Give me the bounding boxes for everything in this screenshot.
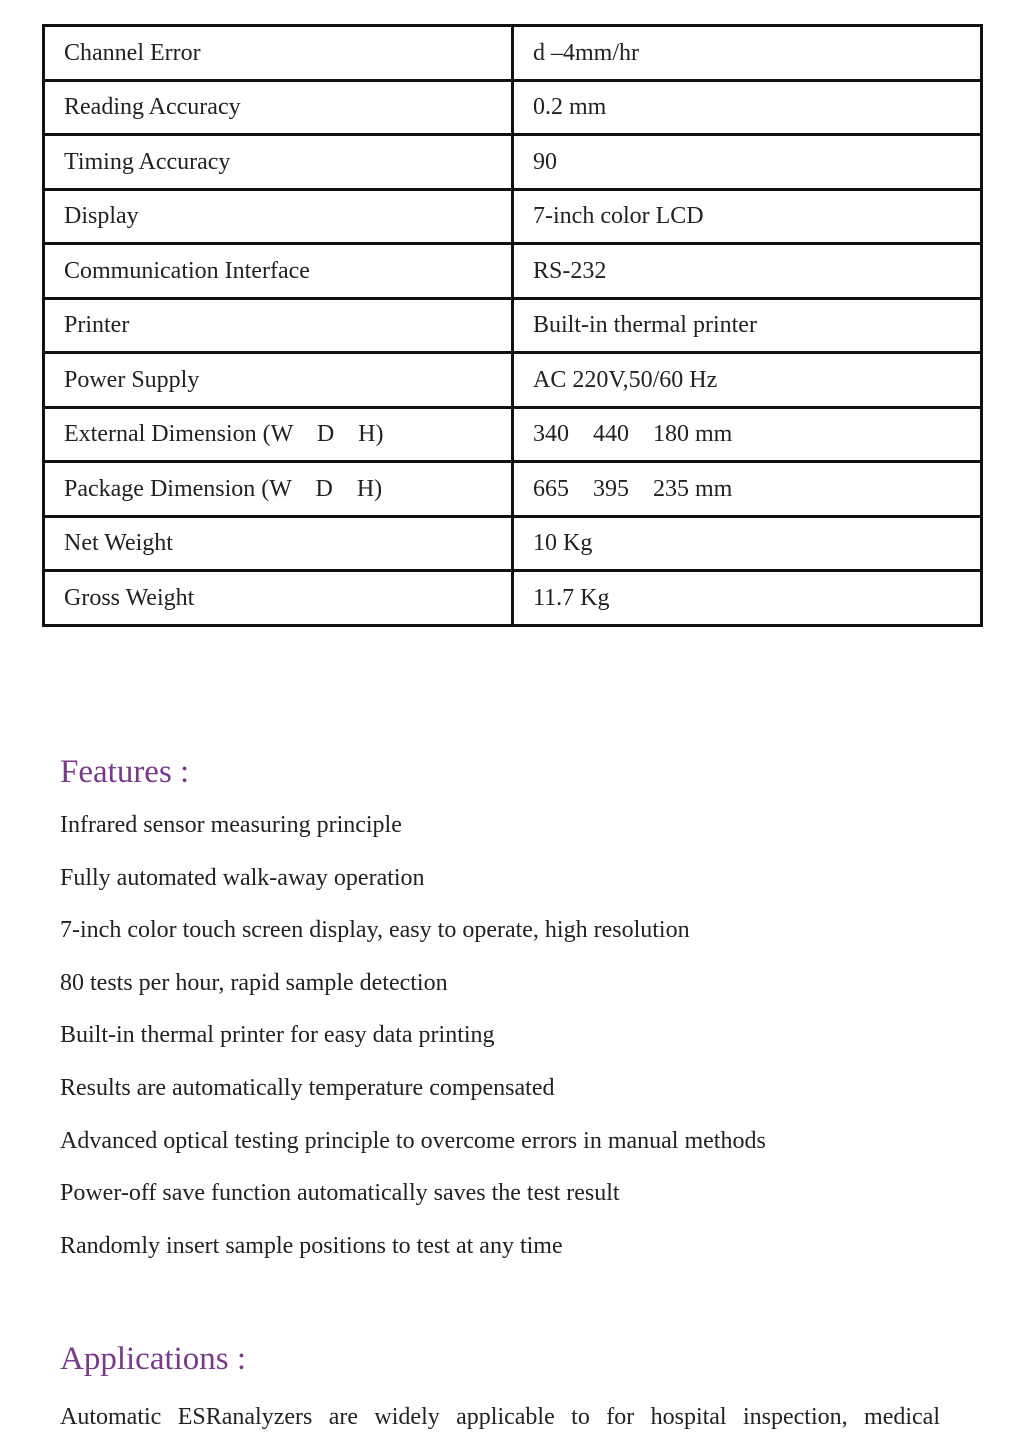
table-row	[44, 462, 982, 517]
table-row	[44, 298, 982, 353]
spec-label: Power Supply	[44, 353, 513, 408]
spec-table-body	[44, 26, 982, 626]
table-row	[44, 80, 982, 135]
spec-label: Gross Weight	[44, 571, 513, 626]
spec-value: RS-232	[513, 244, 982, 299]
list-item: Advanced optical testing principle to overcome errors in manual methods	[60, 1127, 766, 1154]
list-item: Fully automated walk-away operation	[60, 864, 425, 891]
features-heading: Features :	[60, 754, 190, 790]
spec-label: Printer	[44, 298, 513, 353]
spec-label: Channel Error	[44, 26, 513, 81]
spec-value: 665 395 235 mm	[513, 462, 982, 517]
table-row	[44, 26, 982, 81]
spec-value: 10 Kg	[513, 516, 982, 571]
list-item: Built-in thermal printer for easy data printing	[60, 1022, 495, 1049]
list-item: Randomly insert sample positions to test at any time	[60, 1232, 563, 1259]
spec-value: 340 440 180 mm	[513, 407, 982, 462]
spec-value: Built-in thermal printer	[513, 298, 982, 353]
list-item: Infrared sensor measuring principle	[60, 812, 402, 838]
spec-label: Display	[44, 189, 513, 244]
list-item: 80 tests per hour, rapid sample detection	[60, 969, 448, 996]
table-row	[44, 407, 982, 462]
applications-paragraph: Automatic ESRanalyzers are widely applicable to for hospital inspection, medical	[60, 1404, 940, 1430]
list-item: Power-off save function automatically saves the test result	[60, 1180, 620, 1207]
spec-label: Net Weight	[44, 516, 513, 571]
table-row	[44, 516, 982, 571]
spec-value: 90	[513, 135, 982, 190]
applications-heading: Applications :	[60, 1341, 247, 1377]
spec-table	[42, 24, 983, 627]
table-row	[44, 189, 982, 244]
table-row	[44, 135, 982, 190]
spec-label: Package Dimension (W D H)	[44, 462, 513, 517]
list-item: Results are automatically temperature compensated	[60, 1074, 555, 1101]
spec-label: Reading Accuracy	[44, 80, 513, 135]
table-row	[44, 244, 982, 299]
spec-label: External Dimension (W D H)	[44, 407, 513, 462]
list-item: 7-inch color touch screen display, easy to operate, high resolution	[60, 917, 690, 944]
table-row	[44, 353, 982, 408]
spec-label: Timing Accuracy	[44, 135, 513, 190]
spec-value: d –4mm/hr	[513, 26, 982, 81]
spec-value: 0.2 mm	[513, 80, 982, 135]
spec-value: 7-inch color LCD	[513, 189, 982, 244]
spec-value: 11.7 Kg	[513, 571, 982, 626]
spec-label: Communication Interface	[44, 244, 513, 299]
spec-value: AC 220V,50/60 Hz	[513, 353, 982, 408]
features-list	[60, 812, 766, 1285]
table-row	[44, 571, 982, 626]
